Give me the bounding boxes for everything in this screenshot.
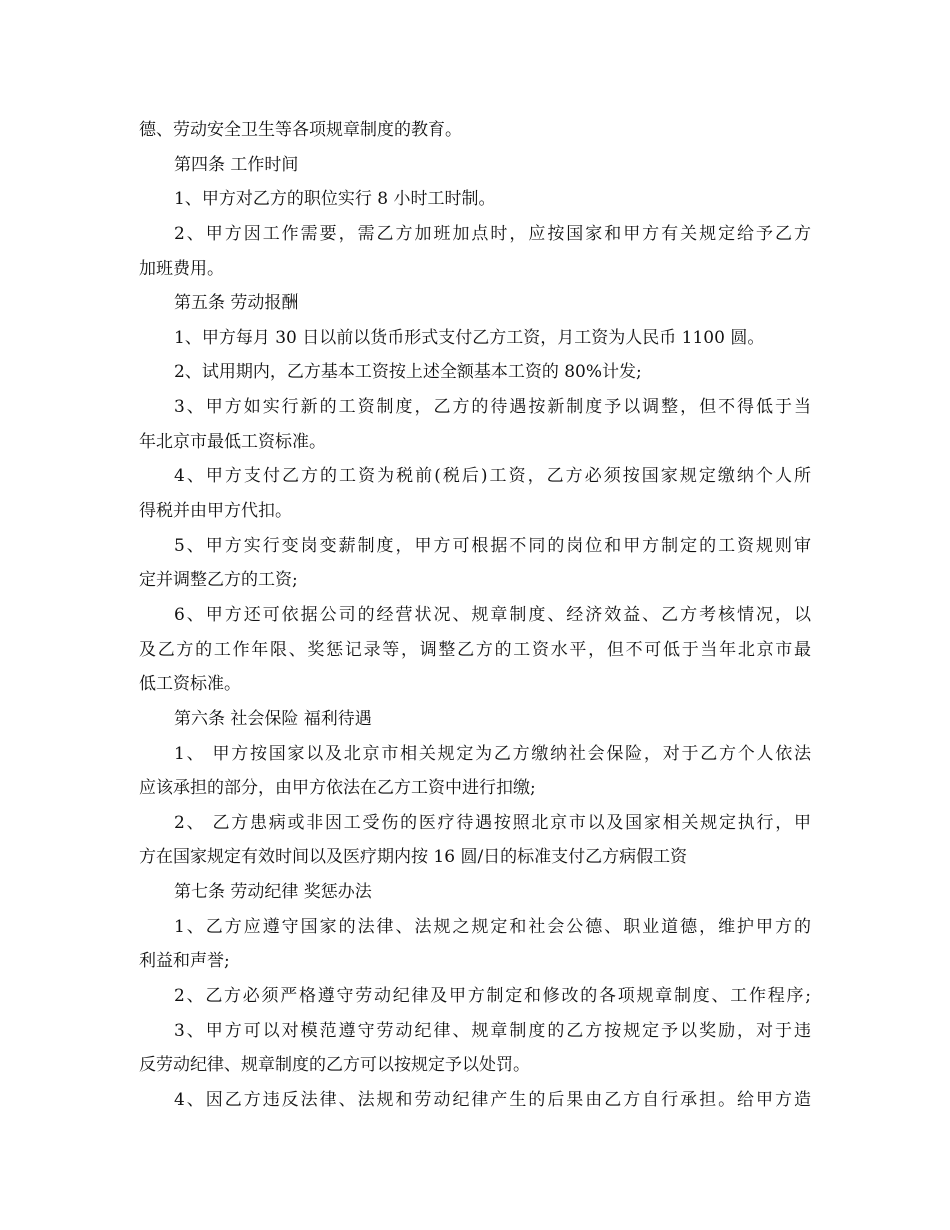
contract-page-body	[139, 113, 811, 1118]
text-line-13: 5、甲方实行变岗变薪制度，甲方可根据不同的岗位和甲方制定的工资规则审	[174, 535, 811, 556]
article-5-heading: 第五条 劳动报酬	[174, 293, 299, 314]
text-line-14: 定并调整乙方的工资;	[139, 570, 298, 591]
text-line-24: 1、乙方应遵守国家的法律、法规之规定和社会公德、职业道德，维护甲方的	[174, 916, 811, 937]
article-4-heading: 第四条 工作时间	[174, 154, 299, 175]
text-line-22: 方在国家规定有效时间以及医疗期内按 16 圆/日的标准支付乙方病假工资	[139, 847, 688, 868]
text-line-28: 反劳动纪律、规章制度的乙方可以按规定予以处罚。	[139, 1055, 530, 1076]
text-line-5: 加班费用。	[139, 258, 224, 279]
text-line-17: 低工资标准。	[139, 674, 241, 695]
text-line-3: 1、甲方对乙方的职位实行 8 小时工时制。	[174, 189, 496, 210]
text-line-16: 及乙方的工作年限、奖惩记录等，调整乙方的工资水平，但不可低于当年北京市最	[139, 639, 811, 660]
text-line-15: 6、甲方还可依据公司的经营状况、规章制度、经济效益、乙方考核情况，以	[174, 604, 811, 625]
text-line-11: 4、甲方支付乙方的工资为税前(税后)工资，乙方必须按国家规定缴纳个人所	[174, 466, 811, 487]
text-line-7: 1、甲方每月 30 日以前以货币形式支付乙方工资，月工资为人民币 1100 圆。	[174, 327, 765, 348]
text-line-4: 2、甲方因工作需要，需乙方加班加点时，应按国家和甲方有关规定给予乙方	[174, 223, 811, 244]
text-line-19: 1、 甲方按国家以及北京市相关规定为乙方缴纳社会保险，对于乙方个人依法	[174, 743, 811, 764]
text-line-12: 得税并由甲方代扣。	[139, 501, 292, 522]
article-6-heading: 第六条 社会保险 福利待遇	[174, 708, 372, 729]
text-line-1: 德、劳动安全卫生等各项规章制度的教育。	[139, 120, 462, 140]
text-line-10: 年北京市最低工资标准。	[139, 431, 326, 452]
text-line-20: 应该承担的部分，由甲方依法在乙方工资中进行扣缴;	[139, 778, 536, 799]
text-line-25: 利益和声誉;	[139, 951, 230, 972]
text-line-9: 3、甲方如实行新的工资制度，乙方的待遇按新制度予以调整，但不得低于当	[174, 397, 811, 418]
text-line-8: 2、试用期内，乙方基本工资按上述全额基本工资的 80%计发;	[174, 362, 642, 383]
text-line-29: 4、因乙方违反法律、法规和劳动纪律产生的后果由乙方自行承担。给甲方造	[174, 1089, 811, 1110]
text-line-21: 2、 乙方患病或非因工受伤的医疗待遇按照北京市以及国家相关规定执行，甲	[174, 812, 811, 833]
text-line-27: 3、甲方可以对模范遵守劳动纪律、规章制度的乙方按规定予以奖励，对于违	[174, 1020, 811, 1041]
text-line-26: 2、乙方必须严格遵守劳动纪律及甲方制定和修改的各项规章制度、工作程序;	[174, 986, 811, 1007]
article-7-heading: 第七条 劳动纪律 奖惩办法	[174, 882, 372, 903]
